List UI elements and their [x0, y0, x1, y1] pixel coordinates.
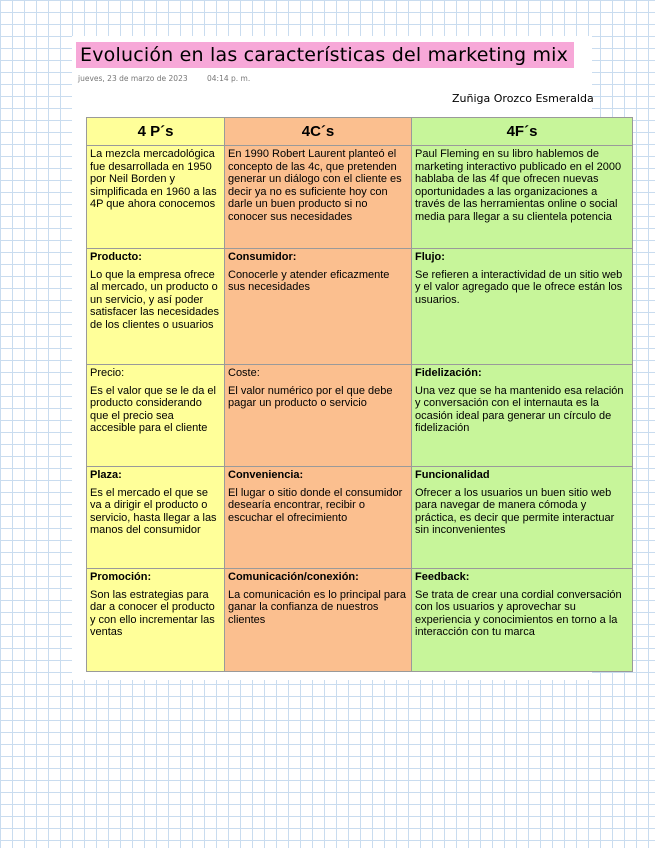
author-name[interactable]: Zuñiga Orozco Esmeralda [452, 92, 594, 105]
cell-fidelizacion[interactable] [412, 365, 633, 467]
cell-funcionalidad[interactable] [412, 467, 633, 569]
table-row-4 [87, 569, 633, 672]
column-header-4f[interactable]: 4F´s [412, 118, 633, 146]
table-header-row [87, 118, 633, 146]
cell-text: Es el valor que se le da el producto considerando que el precio sea accesible para el cliente [90, 384, 216, 434]
intro-4c[interactable]: En 1990 Robert Laurent planteó el concepto de las 4c, que pretenden generar un diálogo con el cliente es decir ya no es suficiente hoy con darle un buen producto si no conocer sus necesidades [225, 146, 412, 249]
cell-coste[interactable] [225, 365, 412, 467]
page-title[interactable]: Evolución en las características del marketing mix [76, 42, 574, 68]
cell-label: Promoción: [90, 571, 152, 583]
page-date: jueves, 23 de marzo de 2023 [78, 74, 188, 83]
page-time: 04:14 p. m. [207, 74, 251, 83]
cell-text: Se trata de crear una cordial conversación con los usuarios y aprovechar su experiencia y conocimientos en torno a la interacción con tu marca [415, 588, 622, 638]
cell-flujo[interactable] [412, 249, 633, 365]
cell-text: El lugar o sitio donde el consumidor desearía encontrar, recibir o escuchar el ofrecimiento [228, 486, 403, 524]
cell-label: Precio: [90, 367, 125, 379]
cell-conveniencia[interactable] [225, 467, 412, 569]
cell-comunicacion[interactable] [225, 569, 412, 672]
cell-label: Flujo: [415, 251, 445, 263]
cell-label: Comunicación/conexión: [228, 571, 359, 583]
table-row-3 [87, 467, 633, 569]
cell-text: El valor numérico por el que debe pagar un producto o servicio [228, 384, 393, 409]
cell-precio[interactable] [87, 365, 225, 467]
cell-feedback[interactable] [412, 569, 633, 672]
cell-plaza[interactable] [87, 467, 225, 569]
cell-text: Se refieren a interactividad de un sitio web y el valor agregado que le ofrece están los usuarios. [415, 268, 623, 306]
marketing-mix-table[interactable] [86, 117, 633, 672]
cell-text: Ofrecer a los usuarios un buen sitio web para navegar de manera cómoda y práctica, es decir que permite interactuar sin inconvenientes [415, 486, 615, 536]
cell-text: Lo que la empresa ofrece al mercado, un producto o un servicio, y así poder satisfacer las necesidades de los clientes o usuarios [90, 268, 220, 331]
cell-text: La comunicación es lo principal para ganar la confianza de nuestros clientes [228, 588, 406, 626]
intro-4f[interactable]: Paul Fleming en su libro hablemos de marketing interactivo publicado en el 2000 hablaba de las 4f que ofrecen nuevas oportunidades a las organizaciones a través de las herramientas online o social media para llegar a su clientela potencia [412, 146, 633, 249]
cell-text: Es el mercado el que se va a dirigir el producto o servicio, hasta llegar a las manos del consumidor [90, 486, 217, 536]
cell-label: Fidelización: [415, 367, 482, 379]
cell-promocion[interactable] [87, 569, 225, 672]
column-header-4p[interactable]: 4 P´s [87, 118, 225, 146]
cell-text: Conocerle y atender eficazmente sus necesidades [228, 268, 390, 293]
table-row-intro [87, 146, 633, 249]
cell-label: Coste: [228, 367, 260, 379]
cell-label: Conveniencia: [228, 469, 304, 481]
column-header-4c[interactable]: 4C´s [225, 118, 412, 146]
cell-text: Una vez que se ha mantenido esa relación y conversación con el internauta es la ocasión ideal para generar un círculo de fidelización [415, 384, 624, 434]
cell-label: Consumidor: [228, 251, 297, 263]
cell-label: Plaza: [90, 469, 122, 481]
intro-4p[interactable]: La mezcla mercadológica fue desarrollada en 1950 por Neil Borden y simplificada en 1960 a las 4P que ahora conocemos [87, 146, 225, 249]
cell-label: Feedback: [415, 571, 470, 583]
cell-label: Funcionalidad [415, 469, 490, 481]
cell-consumidor[interactable] [225, 249, 412, 365]
table-row-2 [87, 365, 633, 467]
cell-text: Son las estrategias para dar a conocer el producto y con ello incrementar las ventas [90, 588, 215, 638]
cell-label: Producto: [90, 251, 142, 263]
cell-producto[interactable] [87, 249, 225, 365]
table-row-1 [87, 249, 633, 365]
